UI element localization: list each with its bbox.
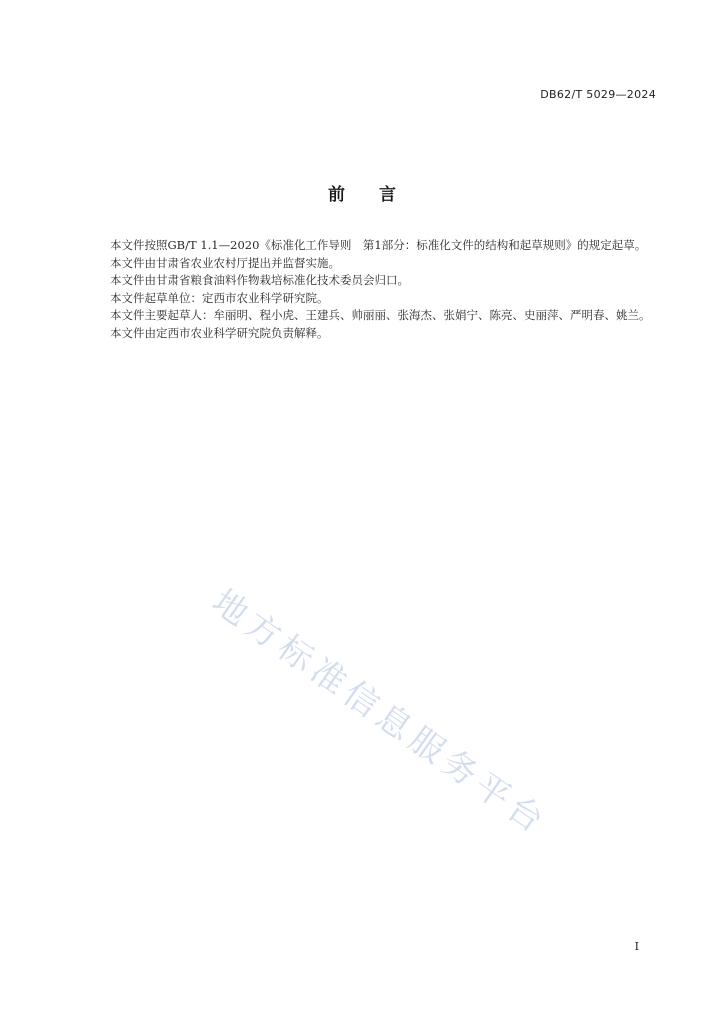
paragraph-drafting-rules: 本文件按照GB/T 1.1—2020《标准化工作导则 第1部分：标准化文件的结构和起草规则》的规定起草。 <box>110 238 647 252</box>
page-title: 前 言 <box>328 185 396 205</box>
paragraph-centralized-unit: 本文件由甘肃省粮食油料作物栽培标准化技术委员会归口。 <box>110 273 409 287</box>
watermark: 地方标准信息服务平台 <box>204 581 556 844</box>
foreword-body <box>87 237 657 342</box>
document-code: DB62/T 5029—2024 <box>540 88 656 101</box>
paragraph-proposer: 本文件由甘肃省农业农村厅提出并监督实施。 <box>110 255 340 270</box>
paragraph-interpretation: 本文件由定西市农业科学研究院负责解释。 <box>110 325 329 340</box>
page-number: I <box>634 940 639 953</box>
paragraph-drafting-organization: 本文件起草单位：定西市农业科学研究院。 <box>110 290 329 305</box>
paragraph-main-drafters: 本文件主要起草人：牟丽明、程小虎、王建兵、帅丽丽、张海杰、张娟宁、陈亮、史丽萍、严明春、姚兰。 <box>110 308 651 322</box>
